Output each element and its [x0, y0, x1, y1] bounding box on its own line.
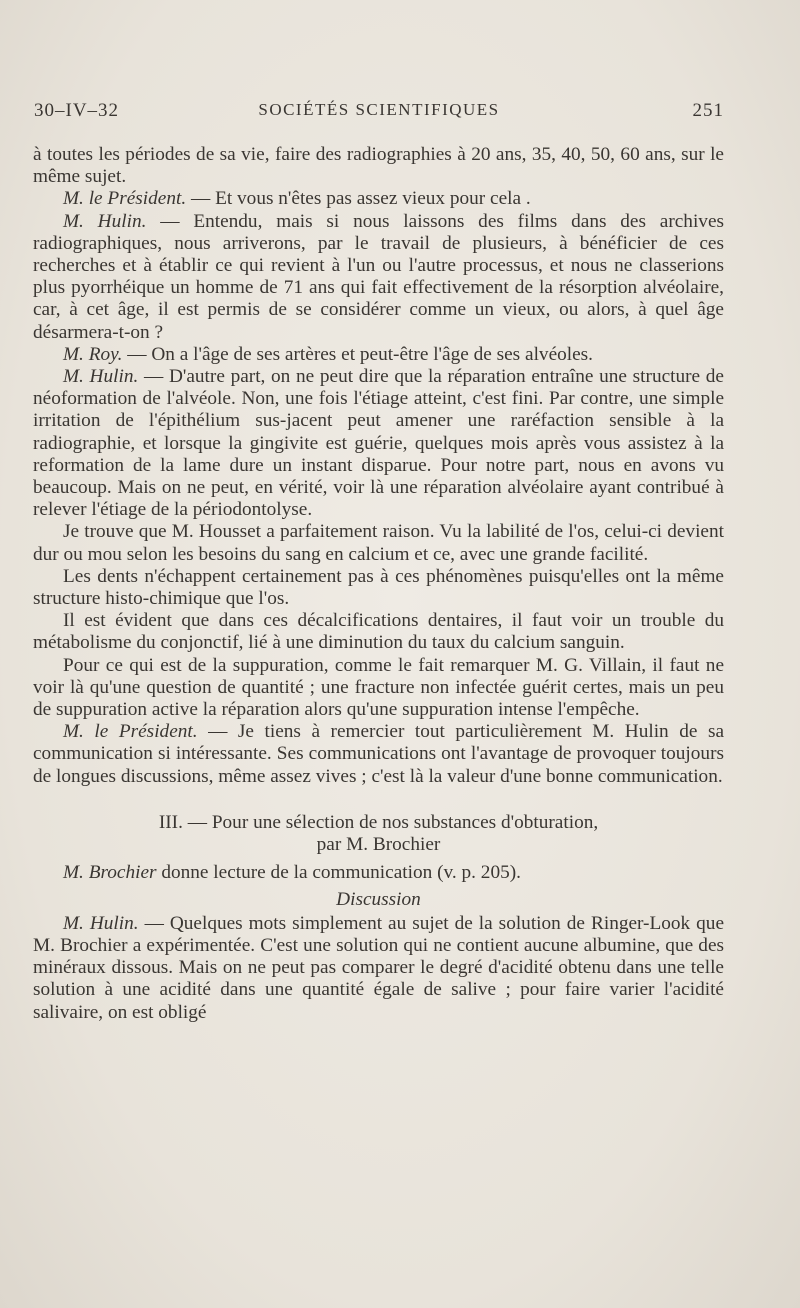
paragraph: M. le Président. — Et vous n'êtes pas assez vieux pour cela .	[63, 188, 531, 210]
paragraph: M. Roy. — On a l'âge de ses artères et peut-être l'âge de ses alvéoles.	[63, 343, 594, 365]
paragraph: M. Hulin. — D'autre part, on ne peut dire que la réparation entraîne une structure de néoformation de l'alvéole. Non, une fois l'étiage atteint, c'est fini. Par contre, une simple irritation de l'épithélium sus-jacent peut amener une raréfaction sensible à la radiographie, et lorsque la gingivite est guérie, quelques mois après vous assistez à la reformation de la lame dure un instant disparue. Pour notre part, nous en avons vu beaucoup. Mais on ne peut, en vérité, voir là une réparation alvéolaire ayant contribué à relever l'étiage de la périodontolyse.	[33, 366, 724, 521]
header-date: 30–IV–32	[34, 100, 120, 121]
paragraph: Pour ce qui est de la suppuration, comme le fait remarquer M. G. Villain, il faut ne voir là qu'une question de quantité ; une fracture non infectée guérit certes, mais un peu de suppuration active la réparation alors qu'une suppuration intense l'empêche.	[33, 654, 724, 721]
page-number: 251	[692, 100, 724, 121]
section-heading: III. — Pour une sélection de nos substances d'obturation, par M. Brochier	[158, 811, 599, 856]
speaker: M. Hulin.	[63, 210, 147, 232]
paragraph: M. Hulin. — Quelques mots simplement au sujet de la solution de Ringer-Look que M. Brochier a expérimentée. C'est une solution qui ne contient aucune albumine, que des minéraux dissous. Mais on ne peut pas comparer le degré d'acidité obtenu dans une telle solution à une acidité dans une quantité égale de salive ; pour faire varier l'acidité salivaire, on est obligé	[33, 912, 724, 1023]
paragraph: à toutes les périodes de sa vie, faire des radiographies à 20 ans, 35, 40, 50, 60 ans, sur le même sujet.	[33, 144, 724, 188]
paragraph: M. Hulin. — Entendu, mais si nous laissons des films dans des archives radiographiques, nous arriverons, par le travail de plusieurs, à bénéficier de ces recherches et à établir ce qui revient à l'un ou l'autre processus, et nous ne classerions plus pyorrhéique un homme de 71 ans qui fait effectivement de la résorption alvéolaire, car, à cet âge, il est permis de se considérer comme un vieux, ou alors, à quel âge désarmera-t-on ?	[33, 210, 725, 343]
paragraph: Il est évident que dans ces décalcifications dentaires, il faut voir un trouble du métabolisme du conjonctif, lié à une diminution du taux du calcium sanguin.	[33, 610, 724, 654]
speaker: M. le Président.	[63, 188, 187, 210]
header-title: SOCIÉTÉS SCIENTIFIQUES	[258, 100, 500, 119]
speaker: M. Roy.	[63, 343, 123, 365]
paragraph: M. Brochier donne lecture de la communication (v. p. 205).	[63, 862, 521, 884]
body-text	[33, 144, 724, 1024]
speaker: M. le Président.	[63, 721, 198, 743]
speaker: M. Hulin.	[63, 366, 139, 388]
speaker: M. Brochier	[63, 862, 157, 884]
paragraph: M. le Président. — Je tiens à remercier tout particulièrement M. Hulin de sa communication si intéressante. Ses communications ont l'avantage de provoquer toujours de longues discussions, même assez vives ; c'est là la valeur d'une bonne communication.	[33, 721, 725, 787]
paragraph: Je trouve que M. Housset a parfaitement raison. Vu la labilité de l'os, celui-ci devient dur ou mou selon les besoins du sang en calcium et ce, avec une grande facilité.	[33, 521, 724, 565]
discussion-heading: Discussion	[336, 888, 421, 910]
paragraph: Les dents n'échappent certainement pas à ces phénomènes puisqu'elles ont la même structure histo-chimique que l'os.	[33, 565, 724, 610]
speaker: M. Hulin.	[63, 912, 139, 934]
